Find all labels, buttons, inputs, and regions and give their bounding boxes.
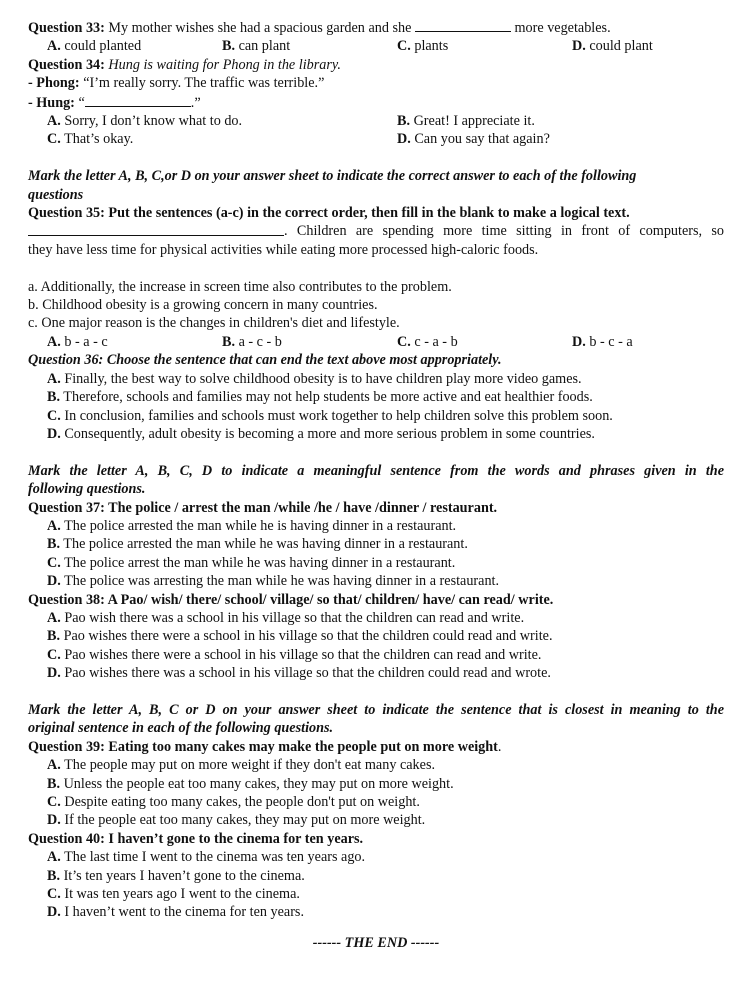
end-marker: ------ THE END ------ — [312, 934, 440, 951]
question-38-stem: Question 38: A Pao/ wish/ there/ school/ village/ so that/ children/ have/ can read/ write. — [28, 591, 554, 608]
option-d: D. I haven’t went to the cinema for ten years. — [47, 904, 304, 921]
option-d: D. Consequently, adult obesity is becoming a more and more serious problem in some countries. — [47, 425, 595, 442]
option-a: A. could planted — [47, 38, 142, 55]
option-c: C. c - a - b — [397, 333, 458, 350]
option-b: B. Therefore, schools and families may not help students be more active and eat healthier foods. — [47, 389, 593, 406]
sentence-c: c. One major reason is the changes in children's diet and lifestyle. — [28, 315, 400, 332]
sentence-b: b. Childhood obesity is a growing concern in many countries. — [28, 297, 378, 314]
question-34-options-row2 — [28, 130, 724, 148]
option-a: A. Sorry, I don’t know what to do. — [47, 113, 243, 130]
option-b: B. Unless the people eat too many cakes, they may put on more weight. — [47, 775, 454, 792]
option-c: C. It was ten years ago I went to the cinema. — [47, 886, 300, 903]
section-instruction-2-cont: following questions. — [28, 481, 146, 498]
sentence-a: a. Additionally, the increase in screen time also contributes to the problem. — [28, 278, 452, 295]
question-39-stem: Question 39: Eating too many cakes may make the people put on more weight. — [28, 738, 502, 755]
option-c: C. plants — [397, 38, 449, 55]
option-c: C. Despite eating too many cakes, the people don't put on weight. — [47, 794, 420, 810]
option-a: A. b - a - c — [47, 333, 108, 350]
section-instruction-3: Mark the letter A, B, C or D on your answer sheet to indicate the sentence that is closest in meaning to the — [28, 701, 724, 718]
dialogue-line-hung: - Hung: “ .” — [28, 94, 201, 111]
option-b: B. Pao wishes there were a school in his village so that the children could read and write. — [47, 628, 553, 645]
question-36-stem: Question 36: Choose the sentence that can end the text above most appropriately. — [28, 352, 502, 369]
question-label: Question 33: — [28, 20, 105, 36]
question-40-stem: Question 40: I haven’t gone to the cinema for ten years. — [28, 830, 364, 847]
question-34-options-row1 — [28, 112, 724, 130]
option-c: C. That’s okay. — [47, 131, 134, 148]
question-37-stem: Question 37: The police / arrest the man /while /he / have /dinner / restaurant. — [28, 499, 498, 516]
option-d: D. If the people eat too many cakes, they may put on more weight. — [47, 812, 426, 829]
question-label: Question 34: — [28, 56, 105, 73]
exam-page — [28, 18, 724, 952]
option-b: B. Great! I appreciate it. — [397, 113, 535, 130]
section-instruction-2: Mark the letter A, B, C, D to indicate a meaningful sentence from the words and phrases given in the — [28, 462, 724, 479]
option-c: C. The police arrest the man while he was having dinner in a restaurant. — [47, 554, 456, 571]
option-a: A. Finally, the best way to solve childhood obesity is to have children play more video games. — [47, 370, 582, 387]
option-a: A. Pao wish there was a school in his village so that the children can read and write. — [47, 609, 525, 626]
option-a: A. The last time I went to the cinema was ten years ago. — [47, 849, 366, 866]
question-35-options — [28, 333, 724, 351]
option-b: B. can plant — [222, 38, 291, 55]
option-b: B. a - c - b — [222, 333, 282, 350]
question-35-text-line1: . Children are spending more time sitting in front of computers, so — [28, 222, 724, 240]
question-35-text-line2: they have less time for physical activities while eating more processed high-caloric foods. — [28, 241, 539, 258]
option-d: D. The police was arresting the man while he was having dinner in a restaurant. — [47, 573, 500, 590]
answer-blank — [28, 222, 284, 236]
question-34-stem: Question 34: Hung is waiting for Phong in the library. — [28, 56, 341, 73]
answer-blank — [415, 18, 511, 32]
question-33-options — [28, 37, 724, 55]
option-d: D. Can you say that again? — [397, 131, 550, 148]
question-33-stem: Question 33: My mother wishes she had a spacious garden and she more vegetables. — [28, 20, 611, 36]
option-a: A. The police arrested the man while he is having dinner in a restaurant. — [47, 517, 457, 534]
option-d: D. b - c - a — [572, 333, 633, 350]
option-c: C. In conclusion, families and schools must work together to help children solve this problem soon. — [47, 407, 613, 424]
section-instruction-1: Mark the letter A, B, C,or D on your answer sheet to indicate the correct answer to each of the following — [28, 168, 637, 185]
answer-blank — [85, 93, 191, 107]
question-35-stem: Question 35: Put the sentences (a-c) in the correct order, then fill in the blank to make a logical text. — [28, 205, 630, 222]
dialogue-line-phong: - Phong: “I’m really sorry. The traffic was terrible.” — [28, 75, 325, 92]
option-b: B. The police arrested the man while he was having dinner in a restaurant. — [47, 536, 468, 553]
option-b: B. It’s ten years I haven’t gone to the cinema. — [47, 867, 305, 884]
section-instruction-3-cont: original sentence in each of the following questions. — [28, 720, 334, 737]
option-d: D. could plant — [572, 38, 653, 55]
option-a: A. The people may put on more weight if they don't eat many cakes. — [47, 757, 436, 774]
option-d: D. Pao wishes there was a school in his village so that the children could read and wrote. — [47, 665, 551, 682]
option-c: C. Pao wishes there were a school in his village so that the children can read and write. — [47, 646, 542, 663]
section-instruction-1-cont: questions — [28, 186, 84, 203]
